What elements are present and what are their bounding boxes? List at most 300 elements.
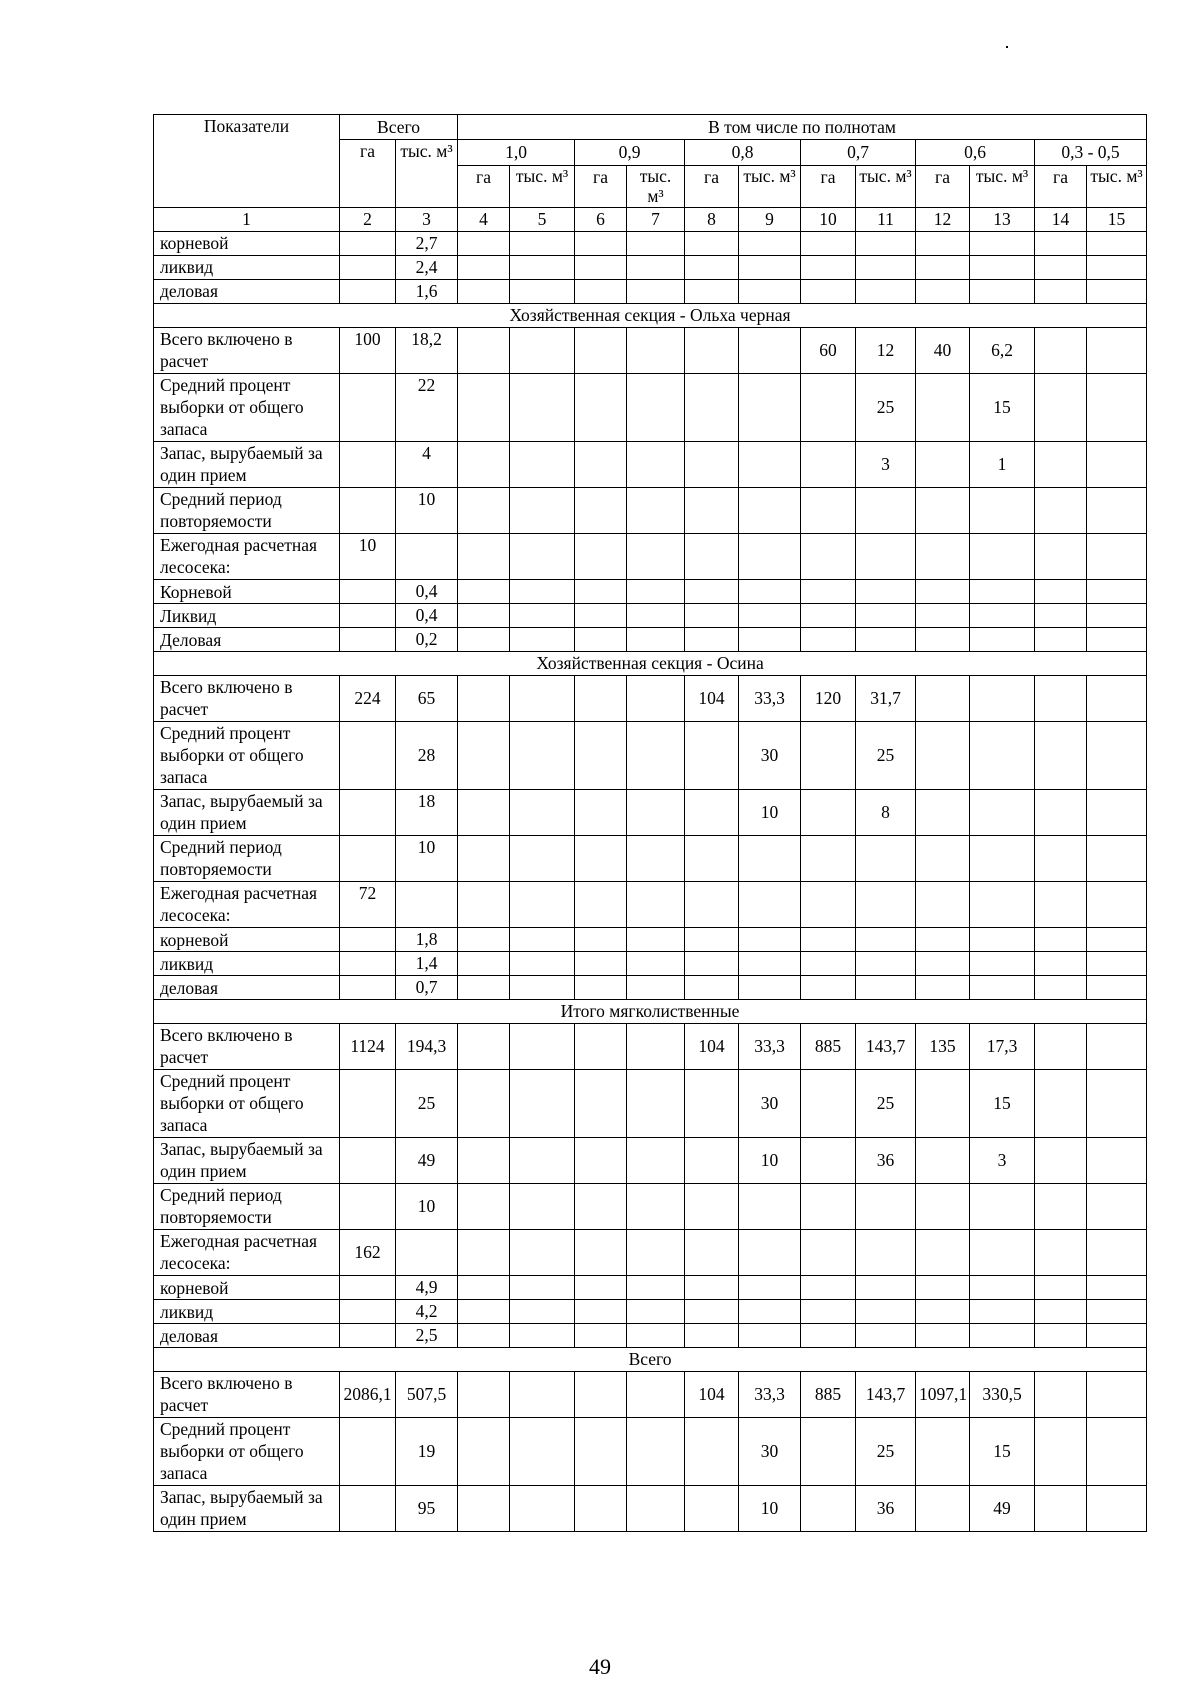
table-cell bbox=[575, 442, 627, 488]
table-cell bbox=[510, 374, 575, 442]
table-cell bbox=[575, 628, 627, 652]
table-cell bbox=[340, 232, 396, 256]
table-cell: 10 bbox=[739, 790, 801, 836]
column-number: 13 bbox=[970, 208, 1035, 232]
table-cell bbox=[1035, 1372, 1087, 1418]
table-cell bbox=[856, 580, 916, 604]
header-unit-ha: га bbox=[575, 166, 627, 208]
table-cell bbox=[801, 604, 856, 628]
table-cell bbox=[510, 580, 575, 604]
table-cell bbox=[801, 1418, 856, 1486]
table-cell bbox=[801, 836, 856, 882]
table-cell bbox=[575, 1184, 627, 1230]
table-cell bbox=[1087, 604, 1147, 628]
table-cell: 30 bbox=[739, 1418, 801, 1486]
table-cell: 25 bbox=[856, 1418, 916, 1486]
table-row bbox=[154, 1230, 1147, 1276]
table-cell: 30 bbox=[739, 1070, 801, 1138]
column-number: 10 bbox=[801, 208, 856, 232]
table-row bbox=[154, 928, 1147, 952]
table-cell bbox=[685, 604, 739, 628]
table-cell bbox=[856, 1230, 916, 1276]
table-cell: 15 bbox=[970, 1070, 1035, 1138]
row-label: Ежегодная расчетная лесосека: bbox=[154, 1230, 340, 1276]
table-cell bbox=[340, 928, 396, 952]
table-cell bbox=[856, 628, 916, 652]
table-cell bbox=[1035, 1418, 1087, 1486]
row-label: корневой bbox=[154, 928, 340, 952]
row-label: Корневой bbox=[154, 580, 340, 604]
table-cell bbox=[1035, 1276, 1087, 1300]
table-cell: 28 bbox=[396, 722, 458, 790]
table-cell: 3 bbox=[970, 1138, 1035, 1184]
table-cell bbox=[970, 928, 1035, 952]
table-cell: 10 bbox=[340, 534, 396, 580]
row-label: Средний период повторяемости bbox=[154, 1184, 340, 1230]
row-label: Ликвид bbox=[154, 604, 340, 628]
table-cell bbox=[340, 976, 396, 1000]
table-cell: 25 bbox=[856, 722, 916, 790]
table-cell bbox=[575, 488, 627, 534]
table-cell: 15 bbox=[970, 1418, 1035, 1486]
table-cell bbox=[916, 1070, 970, 1138]
table-cell bbox=[1087, 1324, 1147, 1348]
table-cell bbox=[510, 1372, 575, 1418]
table-cell bbox=[856, 604, 916, 628]
table-cell: 6,2 bbox=[970, 328, 1035, 374]
table-cell bbox=[856, 534, 916, 580]
table-cell bbox=[739, 534, 801, 580]
table-cell bbox=[856, 976, 916, 1000]
table-cell bbox=[685, 1184, 739, 1230]
column-number: 8 bbox=[685, 208, 739, 232]
table-cell bbox=[801, 1300, 856, 1324]
table-cell bbox=[627, 1324, 685, 1348]
table-cell bbox=[627, 722, 685, 790]
page-number: 49 bbox=[589, 1654, 611, 1679]
table-cell bbox=[340, 628, 396, 652]
row-label: Запас, вырубаемый за один прием bbox=[154, 790, 340, 836]
table-cell bbox=[739, 442, 801, 488]
table-cell: 36 bbox=[856, 1486, 916, 1532]
table-cell: 95 bbox=[396, 1486, 458, 1532]
table-cell bbox=[510, 1070, 575, 1138]
column-number: 2 bbox=[340, 208, 396, 232]
table-row bbox=[154, 1418, 1147, 1486]
table-cell bbox=[340, 442, 396, 488]
table-cell bbox=[627, 1070, 685, 1138]
table-cell bbox=[575, 976, 627, 1000]
table-cell bbox=[340, 836, 396, 882]
table-cell bbox=[396, 882, 458, 928]
table-row bbox=[154, 1300, 1147, 1324]
row-label: Средний период повторяемости bbox=[154, 836, 340, 882]
table-cell bbox=[510, 952, 575, 976]
table-cell bbox=[739, 488, 801, 534]
table-cell bbox=[627, 580, 685, 604]
table-cell: 104 bbox=[685, 1024, 739, 1070]
header-density-1: 1,0 bbox=[458, 140, 575, 166]
table-row bbox=[154, 580, 1147, 604]
table-cell: 135 bbox=[916, 1024, 970, 1070]
table-row bbox=[154, 952, 1147, 976]
table-cell bbox=[970, 1276, 1035, 1300]
table-cell bbox=[340, 952, 396, 976]
table-cell bbox=[739, 882, 801, 928]
table-cell bbox=[1035, 882, 1087, 928]
table-cell: 0,7 bbox=[396, 976, 458, 1000]
table-cell bbox=[1035, 928, 1087, 952]
row-label: корневой bbox=[154, 1276, 340, 1300]
table-cell: 1097,1 bbox=[916, 1372, 970, 1418]
table-cell bbox=[916, 1300, 970, 1324]
section-title-row bbox=[154, 304, 1147, 328]
table-cell bbox=[510, 1276, 575, 1300]
table-cell bbox=[1087, 280, 1147, 304]
table-cell bbox=[340, 1184, 396, 1230]
table-cell bbox=[627, 256, 685, 280]
table-cell bbox=[685, 1300, 739, 1324]
header-unit-thous-m3: тыс. м³ bbox=[627, 166, 685, 208]
table-cell bbox=[575, 676, 627, 722]
table-cell: 1 bbox=[970, 442, 1035, 488]
table-cell bbox=[970, 836, 1035, 882]
row-label: Всего включено в расчет bbox=[154, 328, 340, 374]
table-cell bbox=[340, 580, 396, 604]
table-cell bbox=[739, 280, 801, 304]
column-number: 6 bbox=[575, 208, 627, 232]
table-cell bbox=[510, 722, 575, 790]
table-cell bbox=[739, 1324, 801, 1348]
column-number: 1 bbox=[154, 208, 340, 232]
table-cell bbox=[510, 790, 575, 836]
table-cell bbox=[970, 534, 1035, 580]
table-cell bbox=[685, 1324, 739, 1348]
table-cell bbox=[458, 580, 510, 604]
table-cell bbox=[685, 1276, 739, 1300]
table-cell bbox=[627, 928, 685, 952]
table-cell bbox=[801, 232, 856, 256]
column-number: 12 bbox=[916, 208, 970, 232]
table-cell bbox=[739, 836, 801, 882]
table-cell bbox=[510, 488, 575, 534]
header-total: Всего bbox=[340, 115, 458, 140]
table-cell bbox=[685, 328, 739, 374]
table-cell bbox=[510, 1184, 575, 1230]
table-cell bbox=[575, 928, 627, 952]
table-cell bbox=[1035, 722, 1087, 790]
table-cell bbox=[340, 1276, 396, 1300]
column-number: 9 bbox=[739, 208, 801, 232]
table-row bbox=[154, 1184, 1147, 1230]
table-cell bbox=[510, 328, 575, 374]
table-cell bbox=[627, 1230, 685, 1276]
table-cell bbox=[627, 604, 685, 628]
section-title-row bbox=[154, 1000, 1147, 1024]
table-cell bbox=[575, 790, 627, 836]
header-unit-thous-m3: тыс. м³ bbox=[1087, 166, 1147, 208]
table-cell bbox=[801, 790, 856, 836]
table-cell bbox=[340, 374, 396, 442]
table-cell bbox=[458, 928, 510, 952]
header-by-density: В том числе по полнотам bbox=[458, 115, 1147, 140]
table-cell: 33,3 bbox=[739, 1024, 801, 1070]
row-label: ликвид bbox=[154, 256, 340, 280]
table-cell bbox=[627, 1024, 685, 1070]
table-cell bbox=[510, 232, 575, 256]
table-cell bbox=[575, 1300, 627, 1324]
table-cell bbox=[916, 1324, 970, 1348]
table-cell bbox=[685, 534, 739, 580]
section-title: Всего bbox=[154, 1348, 1147, 1372]
table-cell bbox=[916, 928, 970, 952]
table-cell bbox=[575, 534, 627, 580]
table-row bbox=[154, 1276, 1147, 1300]
table-cell bbox=[575, 1070, 627, 1138]
table-cell bbox=[916, 790, 970, 836]
table-row bbox=[154, 836, 1147, 882]
table-cell bbox=[510, 280, 575, 304]
table-cell bbox=[1035, 952, 1087, 976]
table-cell bbox=[685, 1418, 739, 1486]
table-cell bbox=[458, 1070, 510, 1138]
row-label: Средний процент выборки от общего запаса bbox=[154, 1070, 340, 1138]
table-cell: 104 bbox=[685, 676, 739, 722]
table-cell bbox=[739, 232, 801, 256]
table-cell bbox=[970, 1230, 1035, 1276]
table-row bbox=[154, 722, 1147, 790]
table-cell bbox=[685, 256, 739, 280]
table-cell bbox=[685, 280, 739, 304]
table-cell bbox=[458, 1486, 510, 1532]
table-cell: 120 bbox=[801, 676, 856, 722]
table-cell: 17,3 bbox=[970, 1024, 1035, 1070]
header-unit-thous-m3: тыс. м³ bbox=[510, 166, 575, 208]
table-cell: 507,5 bbox=[396, 1372, 458, 1418]
table-cell bbox=[685, 580, 739, 604]
table-cell bbox=[1035, 1230, 1087, 1276]
header-row-1 bbox=[154, 115, 1147, 140]
row-label: Всего включено в расчет bbox=[154, 1372, 340, 1418]
table-cell bbox=[739, 374, 801, 442]
table-cell bbox=[739, 976, 801, 1000]
table-row bbox=[154, 232, 1147, 256]
table-cell bbox=[340, 722, 396, 790]
table-cell bbox=[1035, 328, 1087, 374]
table-cell bbox=[739, 604, 801, 628]
forestry-table bbox=[153, 114, 1147, 1532]
table-cell bbox=[458, 1230, 510, 1276]
table-cell: 104 bbox=[685, 1372, 739, 1418]
table-cell: 10 bbox=[396, 1184, 458, 1230]
table-cell bbox=[1035, 488, 1087, 534]
table-cell bbox=[739, 1184, 801, 1230]
table-cell bbox=[856, 1184, 916, 1230]
table-cell bbox=[1087, 442, 1147, 488]
table-cell bbox=[916, 280, 970, 304]
table-cell bbox=[458, 976, 510, 1000]
table-cell bbox=[1035, 280, 1087, 304]
table-cell bbox=[575, 1024, 627, 1070]
table-cell bbox=[1087, 722, 1147, 790]
table-cell bbox=[801, 1138, 856, 1184]
table-cell bbox=[627, 488, 685, 534]
table-cell bbox=[1087, 232, 1147, 256]
table-cell bbox=[739, 1230, 801, 1276]
table-cell: 18 bbox=[396, 790, 458, 836]
table-cell bbox=[856, 1324, 916, 1348]
table-cell bbox=[575, 604, 627, 628]
table-cell bbox=[510, 604, 575, 628]
table-cell bbox=[340, 1418, 396, 1486]
header-indicators: Показатели bbox=[154, 115, 340, 208]
header-density-5: 0,6 bbox=[916, 140, 1035, 166]
table-cell bbox=[510, 256, 575, 280]
table-cell bbox=[627, 1138, 685, 1184]
table-cell bbox=[685, 882, 739, 928]
table-cell bbox=[1087, 790, 1147, 836]
table-cell bbox=[575, 1418, 627, 1486]
column-number: 5 bbox=[510, 208, 575, 232]
table-cell bbox=[1035, 232, 1087, 256]
table-cell bbox=[801, 976, 856, 1000]
table-cell bbox=[458, 1372, 510, 1418]
table-cell bbox=[627, 232, 685, 256]
table-cell bbox=[575, 232, 627, 256]
table-cell bbox=[1035, 1138, 1087, 1184]
table-cell: 1,8 bbox=[396, 928, 458, 952]
header-total-ha: га bbox=[340, 140, 396, 208]
table-cell bbox=[916, 1418, 970, 1486]
table-cell bbox=[1035, 1300, 1087, 1324]
table-cell: 2086,1 bbox=[340, 1372, 396, 1418]
row-label: Ежегодная расчетная лесосека: bbox=[154, 534, 340, 580]
table-cell bbox=[627, 374, 685, 442]
table-cell bbox=[739, 952, 801, 976]
table-cell bbox=[575, 882, 627, 928]
table-cell bbox=[510, 928, 575, 952]
table-row bbox=[154, 534, 1147, 580]
table-cell bbox=[801, 442, 856, 488]
table-cell bbox=[685, 790, 739, 836]
table-cell: 33,3 bbox=[739, 676, 801, 722]
table-cell: 10 bbox=[739, 1486, 801, 1532]
table-cell bbox=[916, 628, 970, 652]
row-label: Ежегодная расчетная лесосека: bbox=[154, 882, 340, 928]
table-cell bbox=[1087, 374, 1147, 442]
table-cell bbox=[1087, 882, 1147, 928]
table-cell bbox=[801, 1230, 856, 1276]
table-cell: 10 bbox=[739, 1138, 801, 1184]
row-label: Средний период повторяемости bbox=[154, 488, 340, 534]
table-cell bbox=[627, 628, 685, 652]
table-cell: 1,6 bbox=[396, 280, 458, 304]
table-cell bbox=[801, 1070, 856, 1138]
table-cell: 18,2 bbox=[396, 328, 458, 374]
table-cell: 885 bbox=[801, 1024, 856, 1070]
table-cell: 1124 bbox=[340, 1024, 396, 1070]
table-cell bbox=[510, 882, 575, 928]
table-row bbox=[154, 256, 1147, 280]
table-cell bbox=[627, 328, 685, 374]
table-cell bbox=[458, 488, 510, 534]
row-label: Запас, вырубаемый за один прием bbox=[154, 1138, 340, 1184]
table-cell bbox=[627, 1418, 685, 1486]
table-row bbox=[154, 328, 1147, 374]
header-unit-thous-m3: тыс. м³ bbox=[739, 166, 801, 208]
table-cell bbox=[340, 790, 396, 836]
table-cell bbox=[856, 952, 916, 976]
table-cell bbox=[575, 1138, 627, 1184]
table-cell bbox=[510, 1138, 575, 1184]
table-cell bbox=[458, 952, 510, 976]
table-cell bbox=[739, 328, 801, 374]
row-label: деловая bbox=[154, 1324, 340, 1348]
table-cell bbox=[1087, 952, 1147, 976]
table-cell bbox=[856, 488, 916, 534]
table-cell bbox=[458, 442, 510, 488]
table-cell bbox=[685, 442, 739, 488]
table-cell bbox=[627, 976, 685, 1000]
table-cell bbox=[1087, 676, 1147, 722]
table-cell: 4,2 bbox=[396, 1300, 458, 1324]
section-title: Хозяйственная секция - Ольха черная bbox=[154, 304, 1147, 328]
table-cell bbox=[396, 534, 458, 580]
table-cell bbox=[1035, 580, 1087, 604]
table-cell bbox=[916, 232, 970, 256]
table-cell bbox=[970, 232, 1035, 256]
section-title-row bbox=[154, 1348, 1147, 1372]
table-cell bbox=[970, 952, 1035, 976]
table-cell bbox=[575, 1230, 627, 1276]
row-label: Запас, вырубаемый за один прием bbox=[154, 442, 340, 488]
table-cell: 36 bbox=[856, 1138, 916, 1184]
table-cell: 10 bbox=[396, 488, 458, 534]
table-cell: 33,3 bbox=[739, 1372, 801, 1418]
header-unit-thous-m3: тыс. м³ bbox=[856, 166, 916, 208]
table-row bbox=[154, 488, 1147, 534]
table-cell: 15 bbox=[970, 374, 1035, 442]
table-cell bbox=[627, 1276, 685, 1300]
header-unit-ha: га bbox=[458, 166, 510, 208]
table-cell bbox=[801, 580, 856, 604]
table-cell bbox=[510, 1418, 575, 1486]
table-cell bbox=[1035, 1486, 1087, 1532]
table-cell: 25 bbox=[856, 1070, 916, 1138]
table-cell: 1,4 bbox=[396, 952, 458, 976]
header-unit-thous-m3: тыс. м³ bbox=[970, 166, 1035, 208]
table-cell bbox=[458, 1300, 510, 1324]
header-unit-ha: га bbox=[801, 166, 856, 208]
table-cell bbox=[685, 1138, 739, 1184]
table-row bbox=[154, 604, 1147, 628]
table-cell: 885 bbox=[801, 1372, 856, 1418]
table-cell bbox=[856, 928, 916, 952]
table-cell bbox=[458, 604, 510, 628]
row-label: Всего включено в расчет bbox=[154, 676, 340, 722]
table-cell bbox=[916, 1276, 970, 1300]
table-cell bbox=[1035, 836, 1087, 882]
table-cell bbox=[458, 836, 510, 882]
table-cell: 22 bbox=[396, 374, 458, 442]
table-cell bbox=[1035, 534, 1087, 580]
column-number: 3 bbox=[396, 208, 458, 232]
table-cell bbox=[510, 534, 575, 580]
row-label: Средний процент выборки от общего запаса bbox=[154, 722, 340, 790]
table-body bbox=[154, 115, 1147, 1532]
column-number: 7 bbox=[627, 208, 685, 232]
table-cell bbox=[458, 1324, 510, 1348]
